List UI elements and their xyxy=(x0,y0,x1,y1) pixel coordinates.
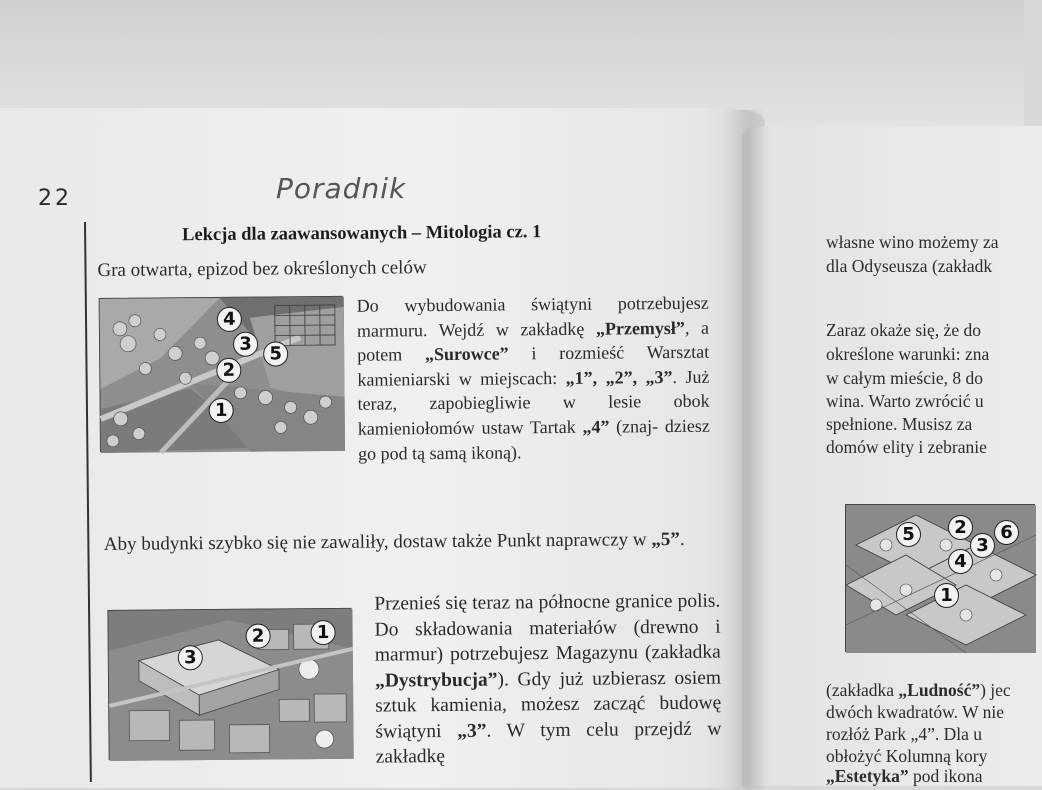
lesson-title: Lekcja dla zaawansowanych – Mitologia cz. 1 xyxy=(182,222,541,246)
right-text-line: dwóch kwadratów. W nie xyxy=(826,702,1024,723)
right-text-line: „Estetyka” pod ikona xyxy=(826,766,1024,787)
marker-badge: 1 xyxy=(311,620,336,645)
marker-badge: 2 xyxy=(246,624,271,649)
marker-badge: 5 xyxy=(263,341,288,366)
marker-badge: 2 xyxy=(948,515,973,540)
right-text-line: domów elity i zebranie xyxy=(826,437,1024,458)
right-text-line: dla Odyseusza (zakładk xyxy=(826,256,1024,277)
lesson-subtitle: Gra otwarta, epizod bez określonych celów xyxy=(97,257,426,282)
page-number: 22 xyxy=(38,186,72,211)
marker-badge: 4 xyxy=(948,549,973,574)
marker-badge: 4 xyxy=(217,307,242,332)
paragraph-repair-point: Aby budynki szybko się nie zawaliły, dostaw także Punkt naprawczy w „5”. xyxy=(104,527,716,557)
paragraph-marble: Do wybudowania świątyni potrzebujesz marmuru. Wejdź w zakładkę „Przemysł”, a potem „Surowce” i rozmieść Warsztat kamieniarski w miejscach: „1”, „2”, „3”. Już teraz, zapobiegliwie w lesie obok kamieniołomów ustaw Tartak „4” (znaj- dziesz go pod tą samą ikoną). xyxy=(357,291,710,466)
marker-badge: 2 xyxy=(216,358,241,383)
right-text-line: własne wino możemy za xyxy=(826,232,1024,253)
right-text-line: spełnione. Musisz za xyxy=(826,414,1024,435)
marker-badge: 5 xyxy=(896,522,921,547)
right-text-line: rozłóż Park „4”. Dla u xyxy=(826,724,1024,745)
running-head: Poradnik xyxy=(276,172,406,205)
marker-badge: 1 xyxy=(934,583,959,608)
right-text-line: (zakładka „Ludność”) jec xyxy=(826,680,1024,701)
right-text-line: Zaraz okaże się, że do xyxy=(826,320,1024,341)
right-text-line: określone warunki: zna xyxy=(826,344,1024,365)
marker-badge: 1 xyxy=(209,398,234,423)
game-screenshot-park xyxy=(845,504,1035,652)
right-text-line: obłożyć Kolumną kory xyxy=(826,746,1024,767)
right-text-line: w całym mieście, 8 do xyxy=(826,368,1024,389)
game-screenshot-quarry xyxy=(99,296,344,452)
marker-badge: 3 xyxy=(970,533,995,558)
marker-badge: 3 xyxy=(233,332,258,357)
marker-badge: 6 xyxy=(994,520,1019,545)
paragraph-warehouse: Przenieś się teraz na północne granice polis. Do składowania materiałów (drewno i marmur) potrzebujesz Magazynu (zakładka „Dystrybucja”). Gdy już uzbierasz osiem sztuk kamienia, możesz zacząć budowę świątyni „3”. W tym celu przejdź w zakładkę xyxy=(374,589,722,771)
marker-badge: 3 xyxy=(178,645,203,670)
game-screenshot-city xyxy=(107,608,352,760)
right-text-line: wina. Warto zwrócić u xyxy=(826,391,1024,412)
